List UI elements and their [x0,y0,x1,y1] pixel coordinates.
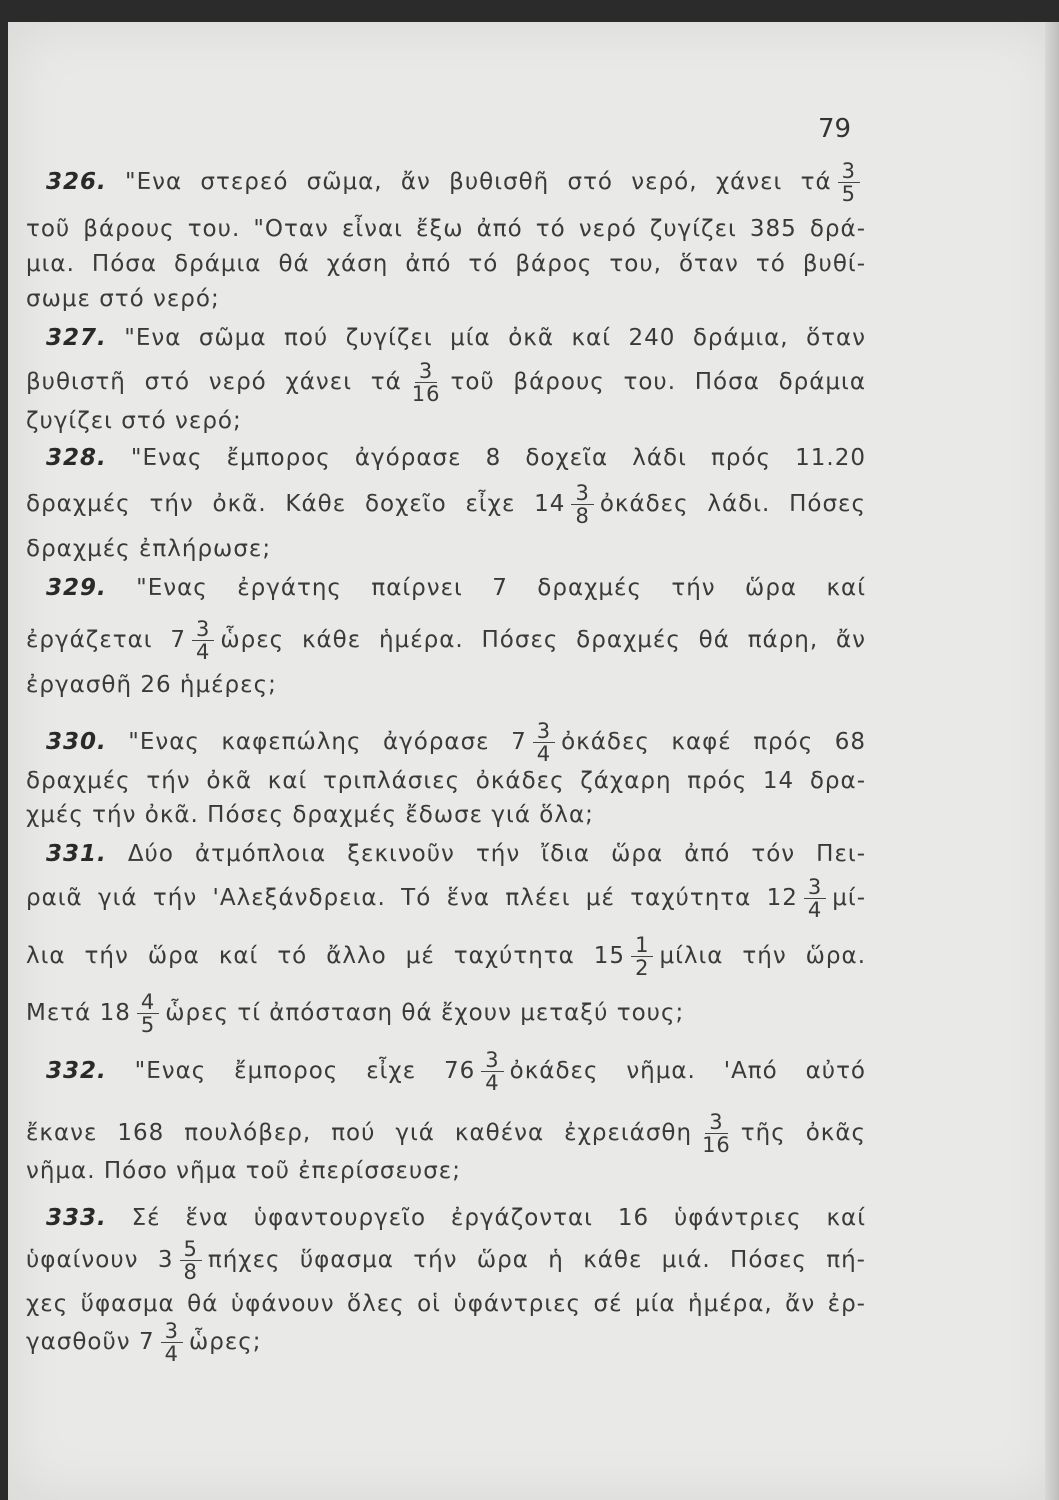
problem-number: 327. [46,325,107,351]
fraction-numerator: 3 [415,360,437,383]
problem-number: 333. [46,1205,107,1231]
text-line [26,573,866,603]
text-line [26,839,866,869]
line-text: "Ενας καφεπώλης ἀγόρασε 7 [128,729,527,755]
text-line [26,1111,866,1156]
line-text: χμές τήν ὀκᾶ. Πόσες δραχμές ἔδωσε γιά ὅλα; [26,802,594,828]
page-spine-shadow [1045,22,1059,1500]
line-text: Σέ ἕνα ὑφαντουργεῖο ἐργάζονται 16 ὑφάντριες καί [131,1205,866,1231]
fraction-denominator: 4 [164,1342,179,1366]
fraction [161,1320,183,1365]
text-line [26,360,866,405]
text-line [26,160,866,205]
text-line [26,1049,866,1094]
fraction-numerator: 1 [631,934,653,957]
line-text: δραχμές τήν ὀκᾶ. Κάθε δοχεῖο εἶχε 14 [26,491,566,517]
line-text: ἐργάζεται 7 [26,627,186,653]
line-text-after-fraction: μί- [832,885,866,911]
fraction [804,876,826,921]
fraction-denominator: 5 [841,182,856,206]
fraction-numerator: 3 [481,1049,503,1072]
fraction-denominator: 16 [411,382,441,406]
fraction-denominator: 16 [702,1133,731,1157]
line-text: δραχμές τήν ὀκᾶ καί τριπλάσιες ὀκάδες ζάχαρη πρός 14 δρα- [26,768,866,794]
text-line [26,323,866,353]
text-line [26,1238,866,1283]
line-text-after-fraction: ὧρες κάθε ἡμέρα. Πόσες δραχμές θά πάρη, ἄν [220,627,867,653]
text-line [26,406,866,436]
text-line [26,284,866,314]
fraction [533,720,555,765]
text-line [26,800,866,830]
fraction [137,991,159,1036]
line-text-after-fraction: ὀκάδες νῆμα. 'Από αὐτό [509,1058,867,1084]
fraction-denominator: 2 [635,956,650,980]
text-line [26,618,866,663]
problem-number: 330. [46,729,107,755]
fraction-numerator: 3 [804,876,826,899]
text-line [26,1203,866,1233]
line-text: "Ενας ἔμπορος εἶχε 76 [134,1058,476,1084]
fraction-numerator: 5 [180,1238,202,1261]
fraction-numerator: 4 [137,991,159,1014]
text-line [26,214,866,244]
fraction-denominator: 4 [485,1071,500,1095]
text-line [26,991,866,1036]
fraction [192,618,214,663]
line-text-after-fraction: ὀκάδες λάδι. Πόσες [599,491,866,517]
fraction-denominator: 4 [536,742,552,766]
text-line [26,1289,866,1319]
fraction-numerator: 3 [838,160,860,183]
line-text-after-fraction: ὀκάδες καφέ πρός 68 [561,729,866,755]
fraction [481,1049,503,1094]
line-text: τοῦ βάρους του. "Οταν εἶναι ἔξω ἀπό τό νερό ζυγίζει 385 δρά- [26,216,866,242]
line-text: "Ενα στερεό σῶμα, ἄν βυθισθῆ στό νερό, χάνει τά [125,169,832,195]
line-text: ζυγίζει στό νερό; [26,408,242,434]
fraction-denominator: 4 [195,640,211,664]
fraction-denominator: 8 [183,1260,198,1284]
text-line [26,934,866,979]
line-text-after-fraction: πήχες ὕφασμα τήν ὥρα ἡ κάθε μιά. Πόσες πή- [207,1247,866,1273]
fraction [631,934,653,979]
text-line [26,534,866,564]
fraction-denominator: 5 [140,1013,156,1037]
fraction-numerator: 3 [533,720,555,743]
fraction-denominator: 4 [807,898,823,922]
problem-number: 329. [46,575,107,601]
text-line [26,720,866,765]
fraction-numerator: 3 [192,618,214,641]
problem-number: 332. [46,1058,107,1084]
fraction [698,1111,735,1156]
line-text: "Ενα σῶμα πού ζυγίζει μία ὀκᾶ καί 240 δράμια, ὅταν [124,325,866,351]
text-line [26,249,866,279]
fraction [408,360,445,405]
problem-number: 328. [46,445,107,471]
line-text: γασθοῦν 7 [26,1329,155,1355]
line-text: "Ενας ἔμπορος ἀγόρασε 8 δοχεῖα λάδι πρός 11.20 [130,445,867,471]
text-line [26,482,866,527]
line-text: ἐργασθῆ 26 ἡμέρες; [26,672,277,698]
line-text-after-fraction: ὧρες τί ἀπόσταση θά ἔχουν μεταξύ τους; [165,1000,685,1026]
line-text-after-fraction: μίλια τήν ὥρα. [659,943,867,969]
problem-number: 326. [46,169,107,195]
text-line [26,1156,866,1186]
line-text: βυθιστῆ στό νερό χάνει τά [26,369,402,395]
fraction-numerator: 3 [705,1111,727,1134]
line-text-after-fraction: τῆς ὀκᾶς [740,1120,866,1146]
fraction [838,160,860,205]
line-text: ραιᾶ γιά τήν 'Αλεξάνδρεια. Τό ἕνα πλέει μέ ταχύτητα 12 [26,885,798,911]
line-text-after-fraction: ὧρες; [188,1329,262,1355]
line-text: χες ὕφασμα θά ὑφάνουν ὅλες οἱ ὑφάντριες σέ μία ἡμέρα, ἄν ἐρ- [26,1291,866,1317]
text-line [26,1320,866,1365]
fraction-numerator: 3 [161,1320,183,1343]
line-text: λια τήν ὥρα καί τό ἄλλο μέ ταχύτητα 15 [26,943,626,969]
line-text: δραχμές ἐπλήρωσε; [26,536,272,562]
text-line [26,443,866,473]
line-text: μια. Πόσα δράμια θά χάση ἀπό τό βάρος του, ὅταν τό βυθί- [26,251,866,277]
text-line [26,670,866,700]
text-line [26,766,866,796]
line-text: νῆμα. Πόσο νῆμα τοῦ ἐπερίσσευσε; [26,1158,461,1184]
line-text: ἔκανε 168 πουλόβερ, πού γιά καθένα ἐχρειάσθη [26,1120,693,1146]
fraction-numerator: 3 [571,482,593,505]
fraction [180,1238,202,1283]
line-text: Δύο ἀτμόπλοια ξεκινοῦν τήν ἴδια ὥρα ἀπό τόν Πει- [127,841,866,867]
line-text: Μετά 18 [26,1000,131,1026]
fraction-denominator: 8 [575,504,590,528]
text-line [26,876,866,921]
book-page [8,22,1059,1500]
fraction [571,482,593,527]
line-text: ὑφαίνουν 3 [26,1247,174,1273]
line-text: σωμε στό νερό; [26,286,220,312]
line-text-after-fraction: τοῦ βάρους του. Πόσα δράμια [450,369,866,395]
page-number: 79 [818,114,852,144]
line-text: "Ενας ἐργάτης παίρνει 7 δραχμές τήν ὥρα καί [136,575,866,601]
problem-number: 331. [46,841,107,867]
